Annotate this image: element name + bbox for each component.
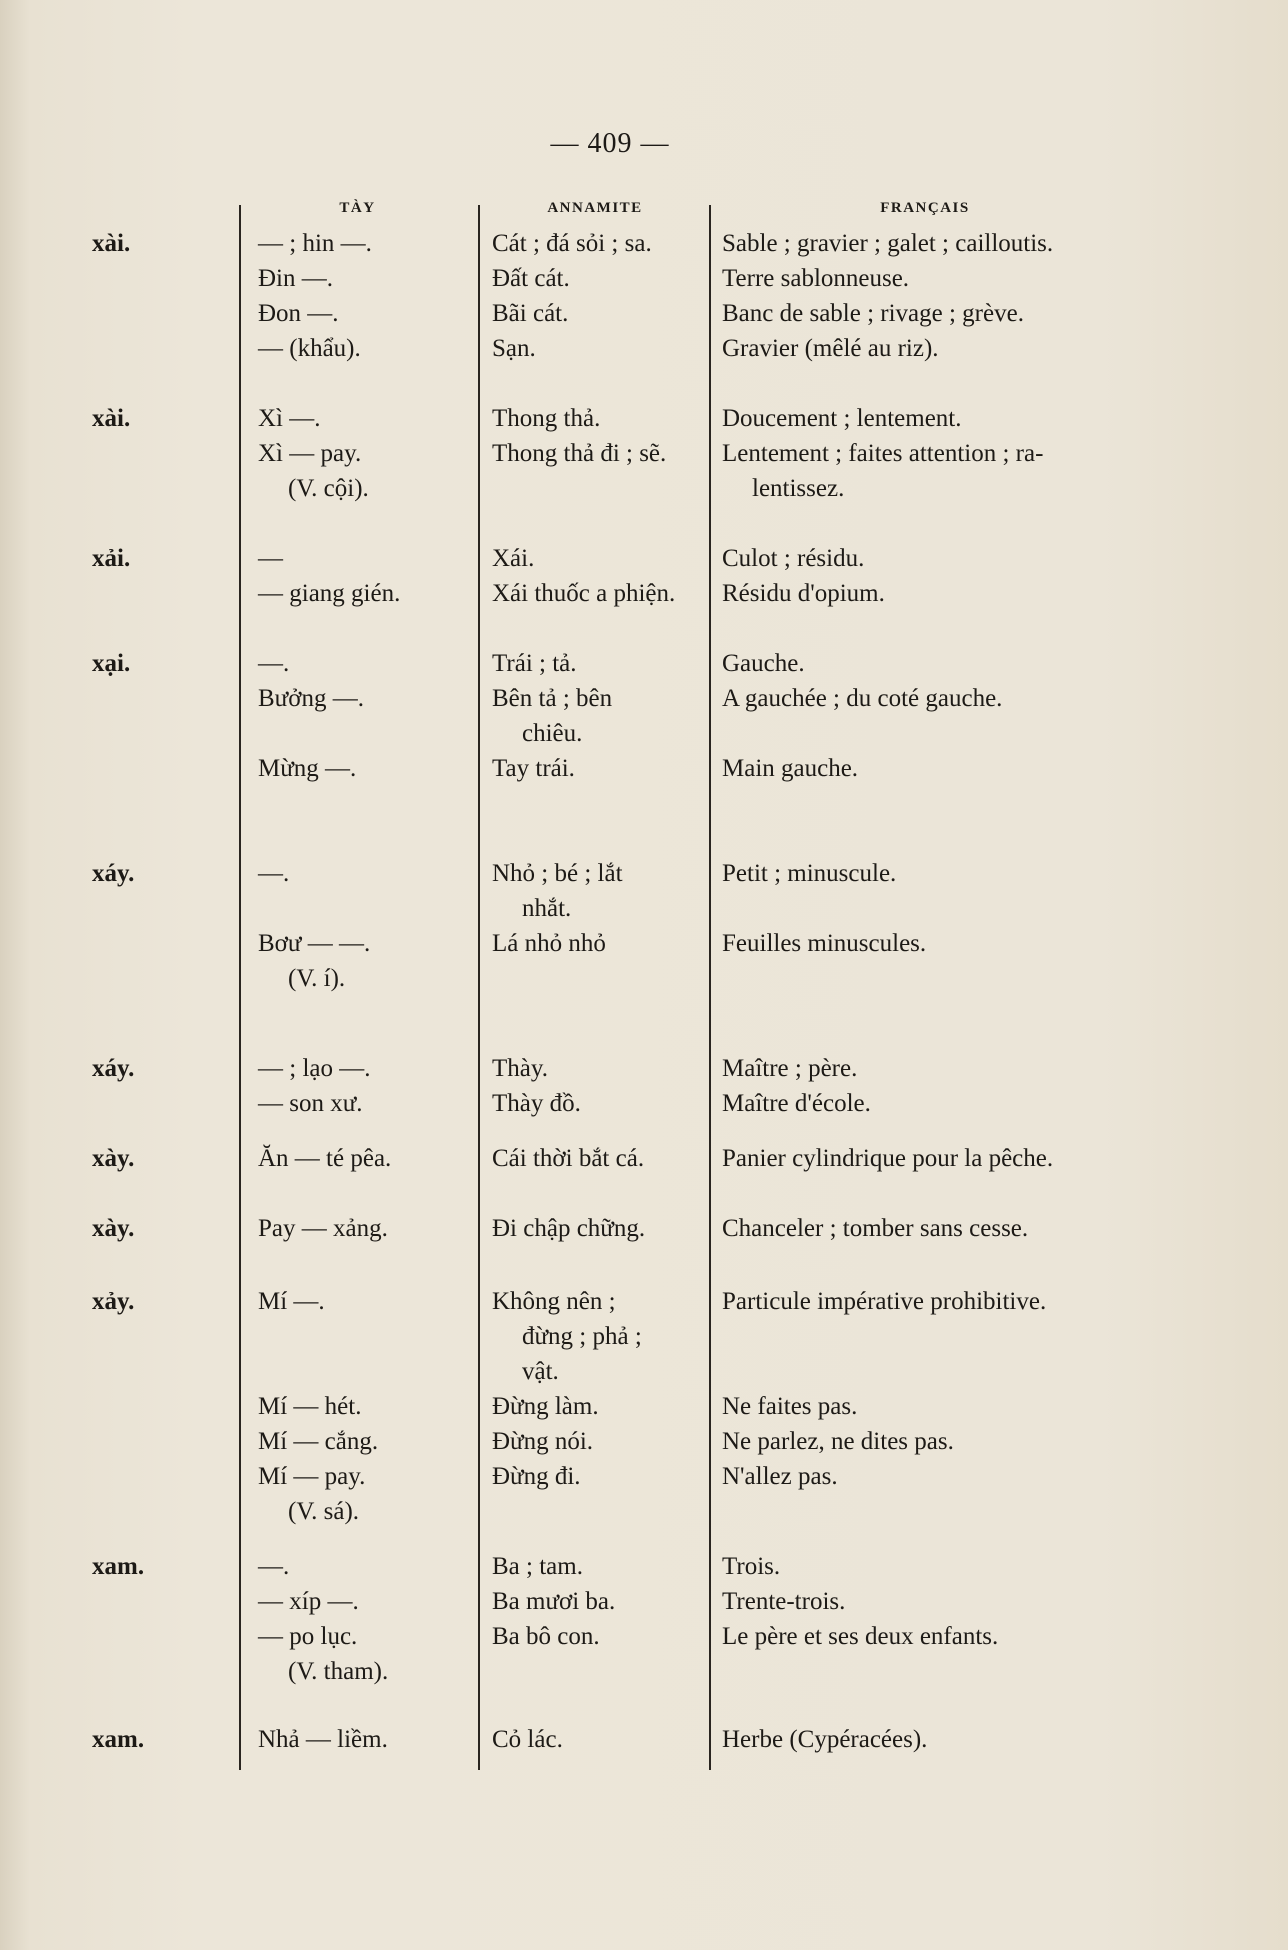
entry-line [0, 1584, 1288, 1619]
tay-term: Mí — cắng. [258, 1428, 379, 1455]
french-term: lentissez. [752, 475, 845, 502]
header-annamite: ANNAMITE [547, 200, 643, 216]
tay-term: Mí — pay. [258, 1463, 366, 1490]
tay-term: Mí — hét. [258, 1393, 362, 1420]
annamite-term: Xái thuốc a phiện. [492, 580, 676, 607]
annamite-term: Nhỏ ; bé ; lắt [492, 860, 623, 887]
tay-term: — (khẩu). [258, 335, 361, 362]
entry-line [0, 961, 1288, 996]
tay-term: — ; lạo —. [258, 1055, 371, 1082]
tay-term: — giang gién. [258, 580, 401, 607]
annamite-term: Lá nhỏ nhỏ [492, 930, 606, 957]
entry-line [0, 261, 1288, 296]
tay-term: Đin —. [258, 265, 333, 292]
french-term: Feuilles minuscules. [722, 930, 927, 957]
entry-line [0, 1722, 1288, 1757]
annamite-term: Cát ; đá sỏi ; sa. [492, 230, 652, 257]
annamite-term: Đi chập chững. [492, 1215, 646, 1242]
tay-term: —. [258, 1553, 290, 1580]
annamite-term: Ba ; tam. [492, 1553, 583, 1580]
french-term: Maître d'école. [722, 1090, 871, 1117]
annamite-term: Ba mươi ba. [492, 1588, 616, 1615]
annamite-term: Thày. [492, 1055, 548, 1082]
headword: xáy. [92, 1055, 135, 1082]
tay-term: Đon —. [258, 300, 339, 327]
entry-line [0, 1654, 1288, 1689]
annamite-term: Thong thả. [492, 405, 601, 432]
french-term: Maître ; père. [722, 1055, 858, 1082]
annamite-term: Sạn. [492, 335, 536, 362]
annamite-term: chiêu. [522, 720, 583, 747]
tay-term: Mừng —. [258, 755, 357, 782]
annamite-term: nhắt. [522, 895, 572, 922]
french-term: Panier cylindrique pour la pêche. [722, 1145, 1054, 1172]
headword: xài. [92, 230, 131, 257]
header-francais: FRANÇAIS [880, 200, 970, 216]
french-term: Lentement ; faites attention ; ra- [722, 440, 1044, 467]
french-term: A gauchée ; du coté gauche. [722, 685, 1003, 712]
annamite-term: đừng ; phả ; [522, 1323, 642, 1350]
french-term: Banc de sable ; rivage ; grève. [722, 300, 1024, 327]
french-term: N'allez pas. [722, 1463, 838, 1490]
tay-term: Pay — xảng. [258, 1215, 388, 1242]
entry-line [0, 541, 1288, 576]
entry-line [0, 926, 1288, 961]
tay-term: Xì — pay. [258, 440, 362, 467]
entry-line [0, 471, 1288, 506]
tay-term: — [258, 545, 283, 572]
entry-line [0, 1459, 1288, 1494]
annamite-term: Ba bô con. [492, 1623, 600, 1650]
entry-line [0, 1141, 1288, 1176]
french-term: Ne faites pas. [722, 1393, 858, 1420]
french-term: Terre sablonneuse. [722, 265, 910, 292]
annamite-term: Đừng làm. [492, 1393, 599, 1420]
tay-term: Mí —. [258, 1288, 325, 1315]
french-term: Main gauche. [722, 755, 859, 782]
entry-line [0, 1086, 1288, 1121]
annamite-term: Cỏ lác. [492, 1726, 563, 1753]
annamite-term: Đừng nói. [492, 1428, 594, 1455]
headword: xảy. [92, 1288, 135, 1315]
tay-term: — son xư. [258, 1090, 363, 1117]
entry-line [0, 891, 1288, 926]
tay-term: (V. í). [288, 965, 346, 992]
headword: xày. [92, 1145, 135, 1172]
headword: xải. [92, 545, 131, 572]
header-tay: TÀY [339, 200, 376, 216]
tay-term: —. [258, 860, 290, 887]
annamite-term: Bên tả ; bên [492, 685, 613, 712]
french-term: Trois. [722, 1553, 781, 1580]
annamite-term: Xái. [492, 545, 535, 572]
entry-line [0, 1284, 1288, 1319]
french-term: Particule impérative prohibitive. [722, 1288, 1047, 1315]
entry-line [0, 1549, 1288, 1584]
tay-term: (V. sá). [288, 1498, 360, 1525]
entry-line [0, 331, 1288, 366]
tay-term: (V. cội). [288, 475, 369, 502]
french-term: Herbe (Cypéracées). [722, 1726, 928, 1753]
entry-line [0, 1319, 1288, 1354]
entry-line [0, 1389, 1288, 1424]
entry-line [0, 436, 1288, 471]
entry-line [0, 296, 1288, 331]
entry-line [0, 716, 1288, 751]
tay-term: — ; hin —. [258, 230, 372, 257]
tay-term: — xíp —. [258, 1588, 359, 1615]
french-term: Petit ; minuscule. [722, 860, 897, 887]
tay-term: Bơư — —. [258, 930, 371, 957]
entry-line [0, 646, 1288, 681]
french-term: Chanceler ; tomber sans cesse. [722, 1215, 1029, 1242]
entry-line [0, 401, 1288, 436]
annamite-term: Trái ; tả. [492, 650, 577, 677]
headword: xáy. [92, 860, 135, 887]
tay-term: — po lục. [258, 1623, 358, 1650]
annamite-term: vật. [522, 1358, 559, 1385]
tay-term: Ăn — té pêa. [258, 1145, 392, 1172]
entry-line [0, 856, 1288, 891]
french-term: Sable ; gravier ; galet ; cailloutis. [722, 230, 1054, 257]
tay-term: Xì —. [258, 405, 321, 432]
headword: xam. [92, 1553, 145, 1580]
annamite-term: Thong thả đi ; sẽ. [492, 440, 667, 467]
french-term: Le père et ses deux enfants. [722, 1623, 999, 1650]
entry-line [0, 1619, 1288, 1654]
french-term: Doucement ; lentement. [722, 405, 962, 432]
annamite-term: Bãi cát. [492, 300, 569, 327]
entry-line [0, 1211, 1288, 1246]
tay-term: —. [258, 650, 290, 677]
annamite-term: Cái thời bắt cá. [492, 1145, 645, 1172]
entry-line [0, 1494, 1288, 1529]
annamite-term: Thày đồ. [492, 1090, 581, 1117]
headword: xam. [92, 1726, 145, 1753]
french-term: Gravier (mêlé au riz). [722, 335, 939, 362]
french-term: Gauche. [722, 650, 805, 677]
french-term: Résidu d'opium. [722, 580, 885, 607]
entry-line [0, 1051, 1288, 1086]
entry-line [0, 1354, 1288, 1389]
tay-term: (V. tham). [288, 1658, 389, 1685]
entry-line [0, 1424, 1288, 1459]
annamite-term: Đừng đi. [492, 1463, 581, 1490]
french-term: Ne parlez, ne dites pas. [722, 1428, 954, 1455]
tay-term: Nhả — liềm. [258, 1726, 388, 1753]
entry-line [0, 751, 1288, 786]
annamite-term: Đất cát. [492, 265, 570, 292]
french-term: Trente-trois. [722, 1588, 846, 1615]
entry-line [0, 226, 1288, 261]
annamite-term: Tay trái. [492, 755, 575, 782]
headword: xày. [92, 1215, 135, 1242]
french-term: Culot ; résidu. [722, 545, 865, 572]
headword: xài. [92, 405, 131, 432]
page-number: — 409 — [550, 128, 670, 159]
headword: xại. [92, 650, 131, 677]
annamite-term: Không nên ; [492, 1288, 616, 1315]
tay-term: Bưởng —. [258, 685, 364, 712]
entry-line [0, 681, 1288, 716]
entry-line [0, 576, 1288, 611]
